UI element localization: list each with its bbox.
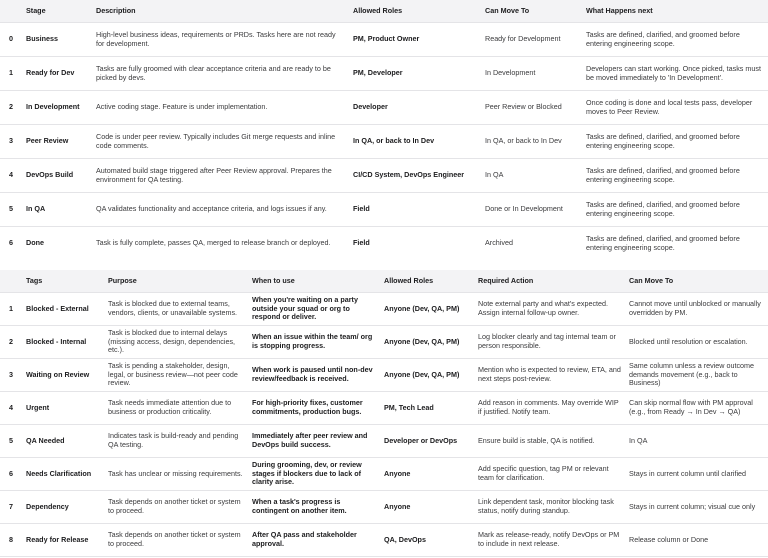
tag-name: Needs Clarification bbox=[22, 458, 104, 491]
tag-purpose: Task is pending a stakeholder, design, legal, or business review—not peer code review. bbox=[104, 359, 248, 392]
tag-when: When an issue within the team/ org is stopping progress. bbox=[248, 326, 380, 359]
tag-move-to: Release column or Done bbox=[625, 524, 768, 557]
stage-description: Tasks are fully groomed with clear acceptance criteria and are ready to be picked by devs. bbox=[92, 57, 349, 91]
tags-table bbox=[0, 270, 768, 557]
stage-description: Automated build stage triggered after Peer Review approval. Prepares the environment for QA testing. bbox=[92, 159, 349, 193]
tag-number: 3 bbox=[0, 359, 22, 392]
tag-row bbox=[0, 392, 768, 425]
tag-move-to: Same column unless a review outcome demands movement (e.g., back to Business) bbox=[625, 359, 768, 392]
tag-number: 4 bbox=[0, 392, 22, 425]
tag-roles: Anyone (Dev, QA, PM) bbox=[380, 326, 474, 359]
tag-move-to: In QA bbox=[625, 425, 768, 458]
stage-roles: Developer bbox=[349, 91, 481, 125]
tags-header-purpose: Purpose bbox=[104, 270, 248, 293]
tag-when: When work is paused until non-dev review/feedback is received. bbox=[248, 359, 380, 392]
tag-name: Blocked - External bbox=[22, 293, 104, 326]
tag-roles: Anyone bbox=[380, 491, 474, 524]
stage-number: 3 bbox=[0, 125, 22, 159]
tag-purpose: Task depends on another ticket or system to proceed. bbox=[104, 524, 248, 557]
tag-name: QA Needed bbox=[22, 425, 104, 458]
stage-move-to: In Development bbox=[481, 57, 582, 91]
stage-row bbox=[0, 23, 768, 57]
tag-purpose: Indicates task is build-ready and pending QA testing. bbox=[104, 425, 248, 458]
stage-name: Business bbox=[22, 23, 92, 57]
stage-next: Tasks are defined, clarified, and groomed before entering engineering scope. bbox=[582, 23, 768, 57]
stage-next: Tasks are defined, clarified, and groomed before entering engineering scope. bbox=[582, 227, 768, 261]
stage-number: 2 bbox=[0, 91, 22, 125]
tag-name: Blocked - Internal bbox=[22, 326, 104, 359]
stage-roles: CI/CD System, DevOps Engineer bbox=[349, 159, 481, 193]
stage-description: QA validates functionality and acceptance criteria, and logs issues if any. bbox=[92, 193, 349, 227]
tag-action: Mark as release-ready, notify DevOps or PM to include in next release. bbox=[474, 524, 625, 557]
stage-number: 0 bbox=[0, 23, 22, 57]
stage-next: Tasks are defined, clarified, and groomed before entering engineering scope. bbox=[582, 125, 768, 159]
stages-header-row bbox=[0, 0, 768, 23]
stage-next: Once coding is done and local tests pass, developer moves to Peer Review. bbox=[582, 91, 768, 125]
stage-row bbox=[0, 159, 768, 193]
tags-header-row bbox=[0, 270, 768, 293]
stages-table bbox=[0, 0, 768, 260]
stage-name: Ready for Dev bbox=[22, 57, 92, 91]
tags-header-move-to: Can Move To bbox=[625, 270, 768, 293]
stages-header-description: Description bbox=[92, 0, 349, 23]
tag-name: Dependency bbox=[22, 491, 104, 524]
tag-action: Note external party and what's expected. Assign internal follow-up owner. bbox=[474, 293, 625, 326]
tag-purpose: Task is blocked due to external teams, vendors, clients, or unavailable systems. bbox=[104, 293, 248, 326]
tag-when: When you're waiting on a party outside your squad or org to respond or deliver. bbox=[248, 293, 380, 326]
stage-row bbox=[0, 57, 768, 91]
stage-move-to: Peer Review or Blocked bbox=[481, 91, 582, 125]
tag-purpose: Task has unclear or missing requirements. bbox=[104, 458, 248, 491]
tag-action: Mention who is expected to review, ETA, and next steps post-review. bbox=[474, 359, 625, 392]
tag-move-to: Cannot move until unblocked or manually overridden by PM. bbox=[625, 293, 768, 326]
tag-move-to: Can skip normal flow with PM approval (e.g., from Ready → In Dev → QA) bbox=[625, 392, 768, 425]
tag-roles: Anyone (Dev, QA, PM) bbox=[380, 359, 474, 392]
stage-description: Code is under peer review. Typically includes Git merge requests and inline code comments. bbox=[92, 125, 349, 159]
tag-roles: Anyone (Dev, QA, PM) bbox=[380, 293, 474, 326]
stage-row bbox=[0, 125, 768, 159]
tag-purpose: Task depends on another ticket or system to proceed. bbox=[104, 491, 248, 524]
stages-header-roles: Allowed Roles bbox=[349, 0, 481, 23]
tag-when: After QA pass and stakeholder approval. bbox=[248, 524, 380, 557]
stages-header-move-to: Can Move To bbox=[481, 0, 582, 23]
tag-row bbox=[0, 491, 768, 524]
stage-number: 4 bbox=[0, 159, 22, 193]
stage-roles: PM, Developer bbox=[349, 57, 481, 91]
stage-number: 1 bbox=[0, 57, 22, 91]
stage-row bbox=[0, 91, 768, 125]
tag-roles: Developer or DevOps bbox=[380, 425, 474, 458]
tag-roles: QA, DevOps bbox=[380, 524, 474, 557]
stage-name: DevOps Build bbox=[22, 159, 92, 193]
tag-row bbox=[0, 326, 768, 359]
tags-header-when: When to use bbox=[248, 270, 380, 293]
tags-header-index bbox=[0, 270, 22, 293]
stage-row bbox=[0, 193, 768, 227]
tag-purpose: Task needs immediate attention due to business or production criticality. bbox=[104, 392, 248, 425]
tag-when: During grooming, dev, or review stages if blockers due to lack of clarity arise. bbox=[248, 458, 380, 491]
tag-row bbox=[0, 359, 768, 392]
stage-description: Task is fully complete, passes QA, merged to release branch or deployed. bbox=[92, 227, 349, 261]
stage-next: Tasks are defined, clarified, and groomed before entering engineering scope. bbox=[582, 193, 768, 227]
tag-purpose: Task is blocked due to internal delays (missing access, design, dependencies, etc.). bbox=[104, 326, 248, 359]
tag-number: 8 bbox=[0, 524, 22, 557]
stages-header-index bbox=[0, 0, 22, 23]
tag-name: Ready for Release bbox=[22, 524, 104, 557]
tag-row bbox=[0, 425, 768, 458]
tag-action: Add specific question, tag PM or relevant team for clarification. bbox=[474, 458, 625, 491]
tag-move-to: Stays in current column; visual cue only bbox=[625, 491, 768, 524]
stage-next: Developers can start working. Once picked, tasks must be moved immediately to 'In Development'. bbox=[582, 57, 768, 91]
tags-header-action: Required Action bbox=[474, 270, 625, 293]
tag-number: 5 bbox=[0, 425, 22, 458]
stages-header-stage: Stage bbox=[22, 0, 92, 23]
stage-roles: Field bbox=[349, 193, 481, 227]
stage-next: Tasks are defined, clarified, and groomed before entering engineering scope. bbox=[582, 159, 768, 193]
tags-header-tags: Tags bbox=[22, 270, 104, 293]
tag-row bbox=[0, 293, 768, 326]
stages-header-next: What Happens next bbox=[582, 0, 768, 23]
stage-description: Active coding stage. Feature is under implementation. bbox=[92, 91, 349, 125]
stage-row bbox=[0, 227, 768, 261]
stage-number: 5 bbox=[0, 193, 22, 227]
stage-description: High-level business ideas, requirements or PRDs. Tasks here are not ready for development. bbox=[92, 23, 349, 57]
tag-when: When a task's progress is contingent on another item. bbox=[248, 491, 380, 524]
stage-name: In Development bbox=[22, 91, 92, 125]
table-divider bbox=[0, 260, 768, 270]
tag-row bbox=[0, 524, 768, 557]
tag-roles: PM, Tech Lead bbox=[380, 392, 474, 425]
tag-action: Ensure build is stable, QA is notified. bbox=[474, 425, 625, 458]
tag-roles: Anyone bbox=[380, 458, 474, 491]
tag-action: Add reason in comments. May override WIP if justified. Notify team. bbox=[474, 392, 625, 425]
tag-when: For high-priority fixes, customer commitments, production bugs. bbox=[248, 392, 380, 425]
stage-move-to: Ready for Development bbox=[481, 23, 582, 57]
tag-number: 7 bbox=[0, 491, 22, 524]
tag-row bbox=[0, 458, 768, 491]
stage-move-to: In QA bbox=[481, 159, 582, 193]
tags-header-roles: Allowed Roles bbox=[380, 270, 474, 293]
tag-number: 6 bbox=[0, 458, 22, 491]
tag-number: 2 bbox=[0, 326, 22, 359]
stage-name: Done bbox=[22, 227, 92, 261]
stage-name: Peer Review bbox=[22, 125, 92, 159]
stage-name: In QA bbox=[22, 193, 92, 227]
stage-move-to: In QA, or back to In Dev bbox=[481, 125, 582, 159]
tag-action: Log blocker clearly and tag internal team or person responsible. bbox=[474, 326, 625, 359]
tag-move-to: Blocked until resolution or escalation. bbox=[625, 326, 768, 359]
tag-action: Link dependent task, monitor blocking task status, notify during standup. bbox=[474, 491, 625, 524]
stage-roles: PM, Product Owner bbox=[349, 23, 481, 57]
tag-number: 1 bbox=[0, 293, 22, 326]
stage-roles: Field bbox=[349, 227, 481, 261]
stage-roles: In QA, or back to In Dev bbox=[349, 125, 481, 159]
tag-name: Urgent bbox=[22, 392, 104, 425]
stage-move-to: Archived bbox=[481, 227, 582, 261]
tag-when: Immediately after peer review and DevOps build success. bbox=[248, 425, 380, 458]
stage-number: 6 bbox=[0, 227, 22, 261]
tag-name: Waiting on Review bbox=[22, 359, 104, 392]
tag-move-to: Stays in current column until clarified bbox=[625, 458, 768, 491]
stage-move-to: Done or In Development bbox=[481, 193, 582, 227]
